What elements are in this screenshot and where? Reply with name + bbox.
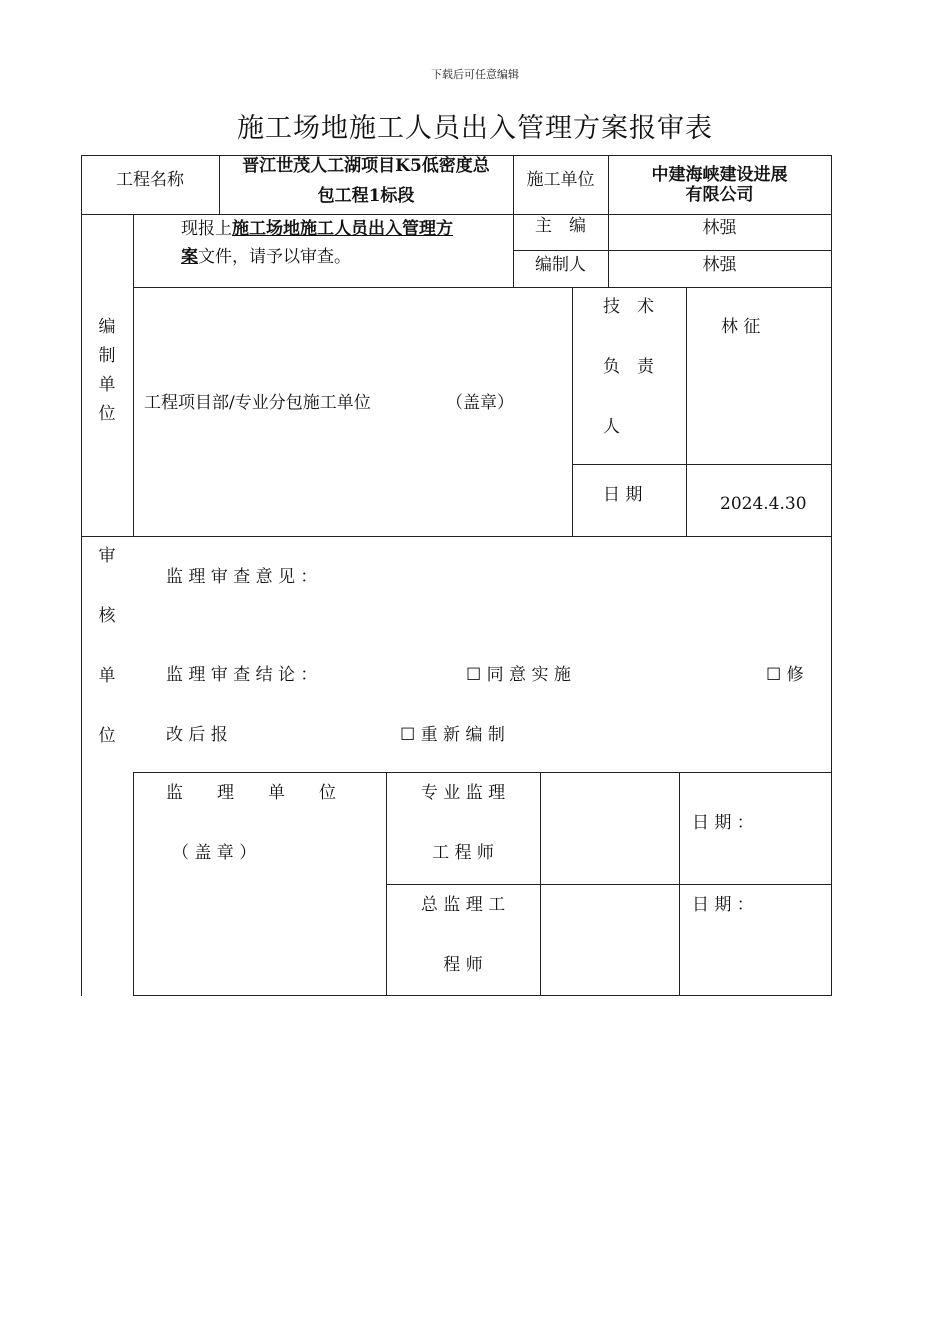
supervision-conclusion-label: 监 理 审 查 结 论 ：	[166, 665, 318, 685]
date-value: 2024.4.30	[720, 494, 807, 514]
submission-prefix: 现报上	[181, 219, 232, 239]
option-modify-text: 改 后 报	[166, 725, 228, 745]
pro-engineer-date-label: 日 期 ：	[692, 813, 754, 833]
pro-engineer-label-1: 专 业 监 理	[420, 783, 506, 803]
header-note: 下载后可任意编辑	[431, 68, 519, 81]
unit-seal: （盖章）	[446, 393, 514, 413]
supervision-unit-label: 监 理 单 位	[166, 783, 336, 803]
submission-suffix: 文件，请予以审查。	[198, 247, 351, 267]
contractor-line1: 中建海峡建设进展	[651, 165, 788, 185]
submission-line2	[181, 249, 351, 266]
pro-engineer-label-2: 工 程 师	[432, 843, 494, 863]
date-label: 日 期	[603, 485, 643, 505]
unit-text: 工程项目部/专业分包施工单位	[144, 393, 371, 413]
tech-lead-label-2: 负 责	[603, 357, 654, 377]
review-label-char: 核	[98, 606, 116, 626]
document-name-part2: 案	[181, 247, 198, 267]
tech-lead-label-3: 人	[603, 417, 620, 437]
project-name-line1: 晋江世茂人工湖项目K5低密度总	[242, 156, 490, 176]
option-agree-checkbox[interactable]: ☐ 同 意 实 施	[466, 665, 571, 685]
contractor-label: 施工单位	[526, 170, 595, 190]
tech-lead-name: 林 征	[721, 317, 761, 337]
option-modify-checkbox[interactable]: ☐ 修	[766, 665, 804, 685]
option-recompile-checkbox[interactable]: ☐ 重 新 编 制	[400, 725, 505, 745]
unit-label-char: 编	[98, 317, 116, 337]
compiler-label: 编制人	[535, 255, 586, 275]
tech-lead-label-1: 技 术	[603, 297, 654, 317]
project-name-label: 工程名称	[116, 170, 184, 190]
unit-label-char: 位	[98, 404, 116, 424]
review-label-char: 位	[98, 726, 116, 746]
chief-engineer-date-label: 日 期 ：	[692, 895, 754, 915]
submission-line1	[181, 221, 453, 238]
document-name-part1: 施工场地施工人员出入管理方	[232, 219, 453, 239]
unit-label-char: 单	[98, 375, 116, 395]
chief-engineer-label-1: 总 监 理 工	[420, 895, 506, 915]
review-label-char: 审	[98, 546, 116, 566]
editor-label: 主 编	[535, 216, 586, 236]
supervision-seal: （ 盖 章 ）	[172, 843, 257, 863]
unit-label-char: 制	[98, 346, 116, 366]
review-label-char: 单	[98, 666, 116, 686]
compiler-value: 林强	[702, 255, 737, 275]
supervision-opinion-label: 监 理 审 查 意 见 ：	[166, 567, 318, 587]
page-title: 施工场地施工人员出入管理方案报审表	[237, 113, 713, 144]
project-name-line2: 包工程1标段	[317, 186, 415, 206]
chief-engineer-label-2: 程 师	[443, 955, 483, 975]
contractor-line2: 有限公司	[685, 185, 754, 205]
editor-value: 林强	[702, 218, 737, 238]
